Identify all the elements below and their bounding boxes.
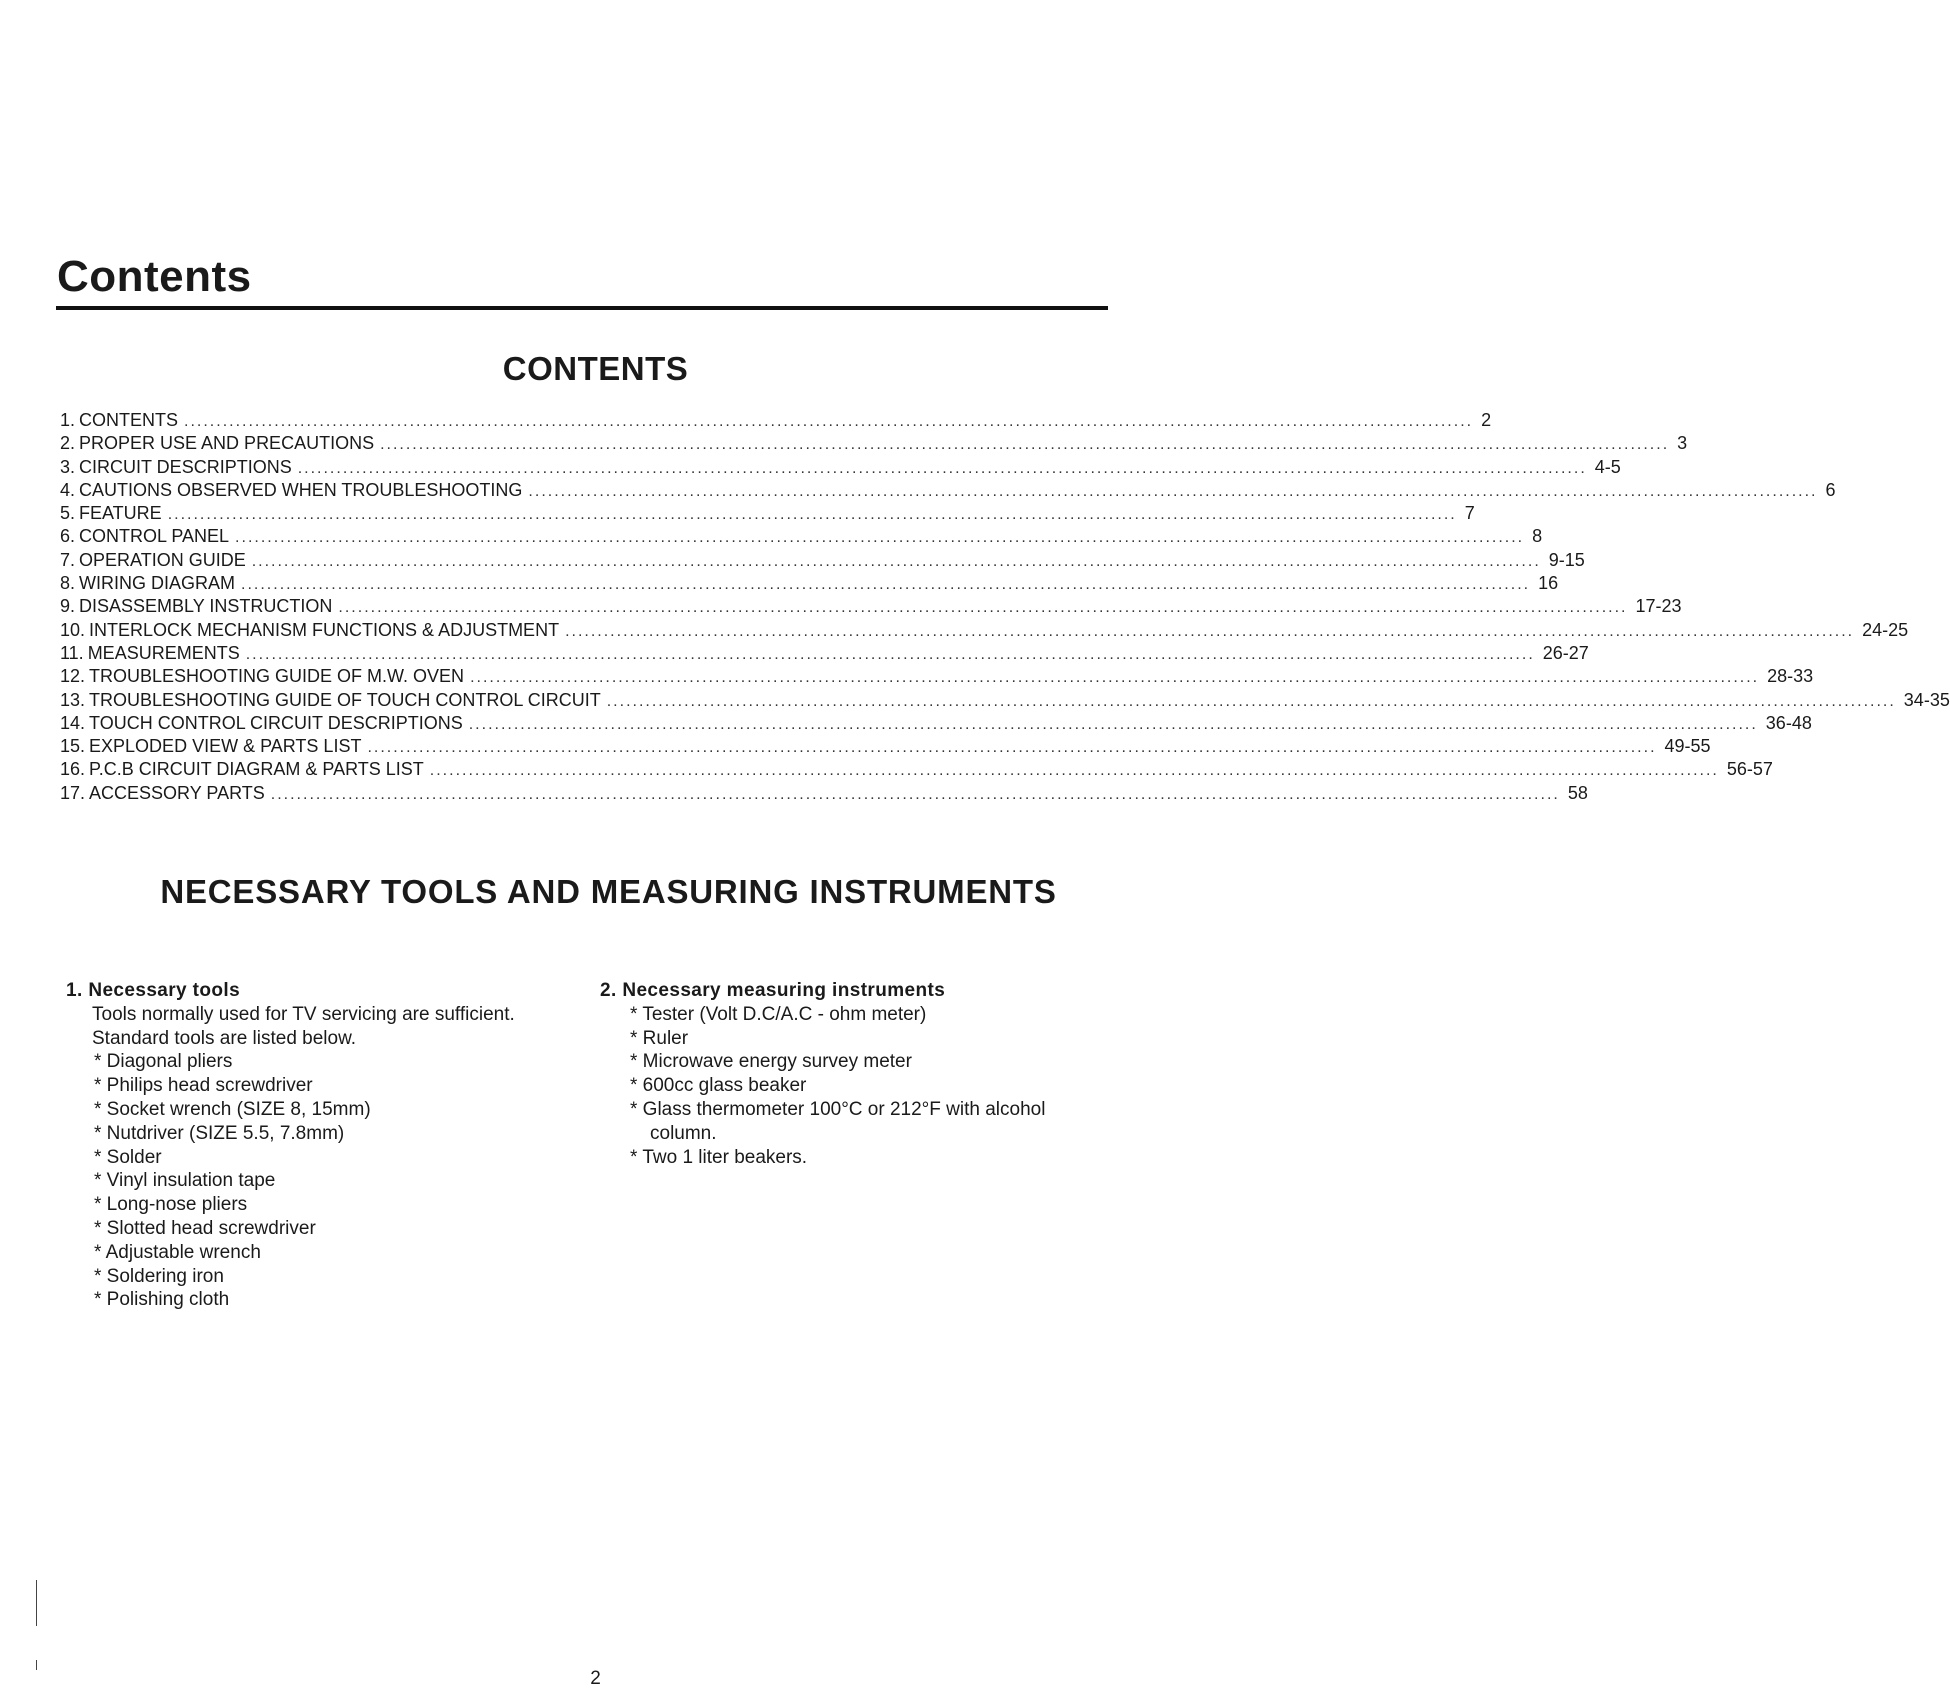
toc-entry-number: 11. [60, 642, 84, 663]
toc-entry-label: P.C.B CIRCUIT DIAGRAM & PARTS LIST [89, 759, 424, 780]
toc-entry-label: TOUCH CONTROL CIRCUIT DESCRIPTIONS [89, 712, 463, 733]
toc-entry-number: 15. [60, 736, 86, 757]
tool-item: * Long-nose pliers [94, 1194, 248, 1216]
tool-item: * Soldering iron [94, 1265, 224, 1287]
toc-entry-number: 8. [60, 573, 76, 594]
toc-entry [60, 642, 1589, 665]
toc-entry-label: FEATURE [79, 503, 162, 524]
tool-item: * Socket wrench (SIZE 8, 15mm) [94, 1098, 371, 1120]
toc-entry-label: CONTROL PANEL [79, 526, 230, 547]
toc-dot-leader: ........................................................................................................................................................................................................ [367, 739, 1657, 757]
toc-entry-page: 3 [1677, 433, 1688, 454]
toc-entry-label: WIRING DIAGRAM [79, 573, 236, 594]
toc-entry-number: 17. [60, 782, 86, 803]
toc-entry [60, 479, 1836, 502]
toc-dot-leader: ........................................................................................................................................................................................................ [380, 436, 1670, 454]
toc-entry-page: 34-35 [1903, 689, 1950, 710]
toc-entry-page: 7 [1464, 503, 1475, 524]
toc-entry-number: 3. [60, 456, 76, 477]
toc-entry-number: 13. [60, 689, 86, 710]
toc-entry [60, 689, 1950, 712]
measuring-instruments-column [600, 979, 1120, 1169]
page-number: 2 [590, 1668, 601, 1689]
toc-entry-page: 58 [1567, 782, 1588, 803]
toc-entry-label: TROUBLESHOOTING GUIDE OF M.W. OVEN [89, 666, 465, 687]
toc-dot-leader: ........................................................................................................................................................................................................ [167, 506, 1457, 524]
instrument-item-continuation: column. [650, 1122, 717, 1144]
toc-entry-label: TROUBLESHOOTING GUIDE OF TOUCH CONTROL CIRCUIT [89, 689, 601, 710]
toc-dot-leader: ........................................................................................................................................................................................................ [251, 552, 1541, 570]
page-heading: Contents [57, 252, 252, 301]
toc-entry-page: 8 [1532, 526, 1543, 547]
toc-dot-leader: ........................................................................................................................................................................................................ [297, 459, 1587, 477]
toc-entry [60, 665, 1814, 688]
toc-entry [60, 619, 1909, 642]
tool-item: * Polishing cloth [94, 1289, 230, 1311]
toc-entry-number: 1. [60, 410, 76, 430]
table-of-contents [60, 409, 1950, 805]
toc-entry-page: 28-33 [1767, 666, 1814, 687]
toc-dot-leader: ........................................................................................................................................................................................................ [429, 762, 1719, 780]
instrument-item: * Glass thermometer 100°C or 212°F with alcohol [630, 1098, 1046, 1120]
tool-item: * Solder [94, 1146, 162, 1168]
toc-entry-number: 7. [60, 549, 76, 570]
toc-entry-number: 2. [60, 433, 76, 454]
instrument-item: * Ruler [630, 1027, 689, 1049]
necessary-tools-column [66, 979, 586, 1312]
toc-entry [60, 572, 1559, 595]
tools-intro-line: Standard tools are listed below. [92, 1027, 357, 1049]
toc-entry-label: CONTENTS [79, 410, 179, 430]
toc-entry-number: 6. [60, 526, 76, 547]
toc-dot-leader: ........................................................................................................................................................................................................ [470, 669, 1760, 687]
toc-entry-page: 9-15 [1548, 549, 1585, 570]
tool-item: * Vinyl insulation tape [94, 1170, 276, 1192]
toc-entry-number: 12. [60, 666, 86, 687]
toc-dot-leader: ........................................................................................................................................................................................................ [270, 785, 1560, 803]
toc-dot-leader: ........................................................................................................................................................................................................ [338, 599, 1628, 617]
toc-entry-number: 14. [60, 712, 86, 733]
tools-section-title: NECESSARY TOOLS AND MEASURING INSTRUMENTS [160, 873, 1057, 910]
toc-entry-page: 36-48 [1765, 712, 1812, 733]
instrument-item: * Tester (Volt D.C/A.C - ohm meter) [630, 1003, 927, 1025]
tool-item: * Diagonal pliers [94, 1051, 233, 1073]
necessary-tools-heading: 1. Necessary tools [66, 980, 241, 1001]
toc-entry-page: 24-25 [1862, 619, 1909, 640]
tool-item: * Philips head screwdriver [94, 1075, 313, 1097]
instrument-item: * Two 1 liter beakers. [630, 1146, 808, 1168]
toc-dot-leader: ........................................................................................................................................................................................................ [468, 715, 1758, 733]
toc-entry-page: 49-55 [1664, 736, 1711, 757]
toc-entry [60, 409, 1492, 432]
toc-entry-label: ACCESSORY PARTS [89, 782, 265, 803]
instrument-item: * Microwave energy survey meter [630, 1051, 912, 1073]
toc-entry-label: PROPER USE AND PRECAUTIONS [79, 433, 375, 454]
toc-entry [60, 758, 1773, 781]
toc-entry-page: 56-57 [1726, 759, 1773, 780]
toc-dot-leader: ........................................................................................................................................................................................................ [528, 482, 1818, 500]
toc-entry-label: EXPLODED VIEW & PARTS LIST [89, 736, 362, 757]
toc-entry-page: 16 [1538, 573, 1559, 594]
toc-dot-leader: ........................................................................................................................................................................................................ [606, 692, 1896, 710]
toc-entry [60, 782, 1588, 805]
toc-entry-page: 2 [1481, 410, 1492, 430]
toc-entry [60, 456, 1621, 479]
toc-dot-leader: ........................................................................................................................................................................................................ [241, 576, 1531, 594]
toc-dot-leader: ........................................................................................................................................................................................................ [235, 529, 1525, 547]
toc-entry-page: 17-23 [1635, 596, 1682, 617]
toc-entry [60, 502, 1475, 525]
toc-entry [60, 595, 1682, 618]
heading-rule [56, 306, 1108, 310]
toc-dot-leader: ........................................................................................................................................................................................................ [245, 645, 1535, 663]
scan-margin-mark [36, 1580, 37, 1626]
toc-entry [60, 712, 1812, 735]
toc-entry-number: 5. [60, 503, 76, 524]
tool-item: * Adjustable wrench [94, 1241, 261, 1263]
toc-entry-label: OPERATION GUIDE [79, 549, 246, 570]
toc-dot-leader: ........................................................................................................................................................................................................ [184, 413, 1474, 430]
toc-dot-leader: ........................................................................................................................................................................................................ [565, 622, 1855, 640]
toc-title: CONTENTS [502, 350, 689, 387]
toc-entry [60, 735, 1711, 758]
toc-entry-page: 26-27 [1542, 642, 1589, 663]
toc-entry-page: 4-5 [1594, 456, 1621, 477]
toc-entry-number: 4. [60, 479, 76, 500]
toc-entry-label: CIRCUIT DESCRIPTIONS [79, 456, 292, 477]
toc-entry-label: MEASUREMENTS [87, 642, 240, 663]
toc-entry-label: DISASSEMBLY INSTRUCTION [79, 596, 333, 617]
toc-entry [60, 432, 1688, 455]
tools-intro-line: Tools normally used for TV servicing are sufficient. [92, 1003, 515, 1025]
toc-entry-label: CAUTIONS OBSERVED WHEN TROUBLESHOOTING [79, 479, 523, 500]
toc-entry-page: 6 [1825, 479, 1836, 500]
toc-entry-number: 9. [60, 596, 76, 617]
toc-entry-number: 10. [60, 619, 86, 640]
toc-entry-number: 16. [60, 759, 86, 780]
toc-entry [60, 549, 1585, 572]
measuring-instruments-heading: 2. Necessary measuring instruments [600, 980, 946, 1001]
tool-item: * Nutdriver (SIZE 5.5, 7.8mm) [94, 1122, 345, 1144]
instrument-item: * 600cc glass beaker [630, 1075, 807, 1097]
tool-item: * Slotted head screwdriver [94, 1217, 316, 1239]
toc-entry-label: INTERLOCK MECHANISM FUNCTIONS & ADJUSTMENT [89, 619, 560, 640]
toc-entry [60, 525, 1543, 548]
